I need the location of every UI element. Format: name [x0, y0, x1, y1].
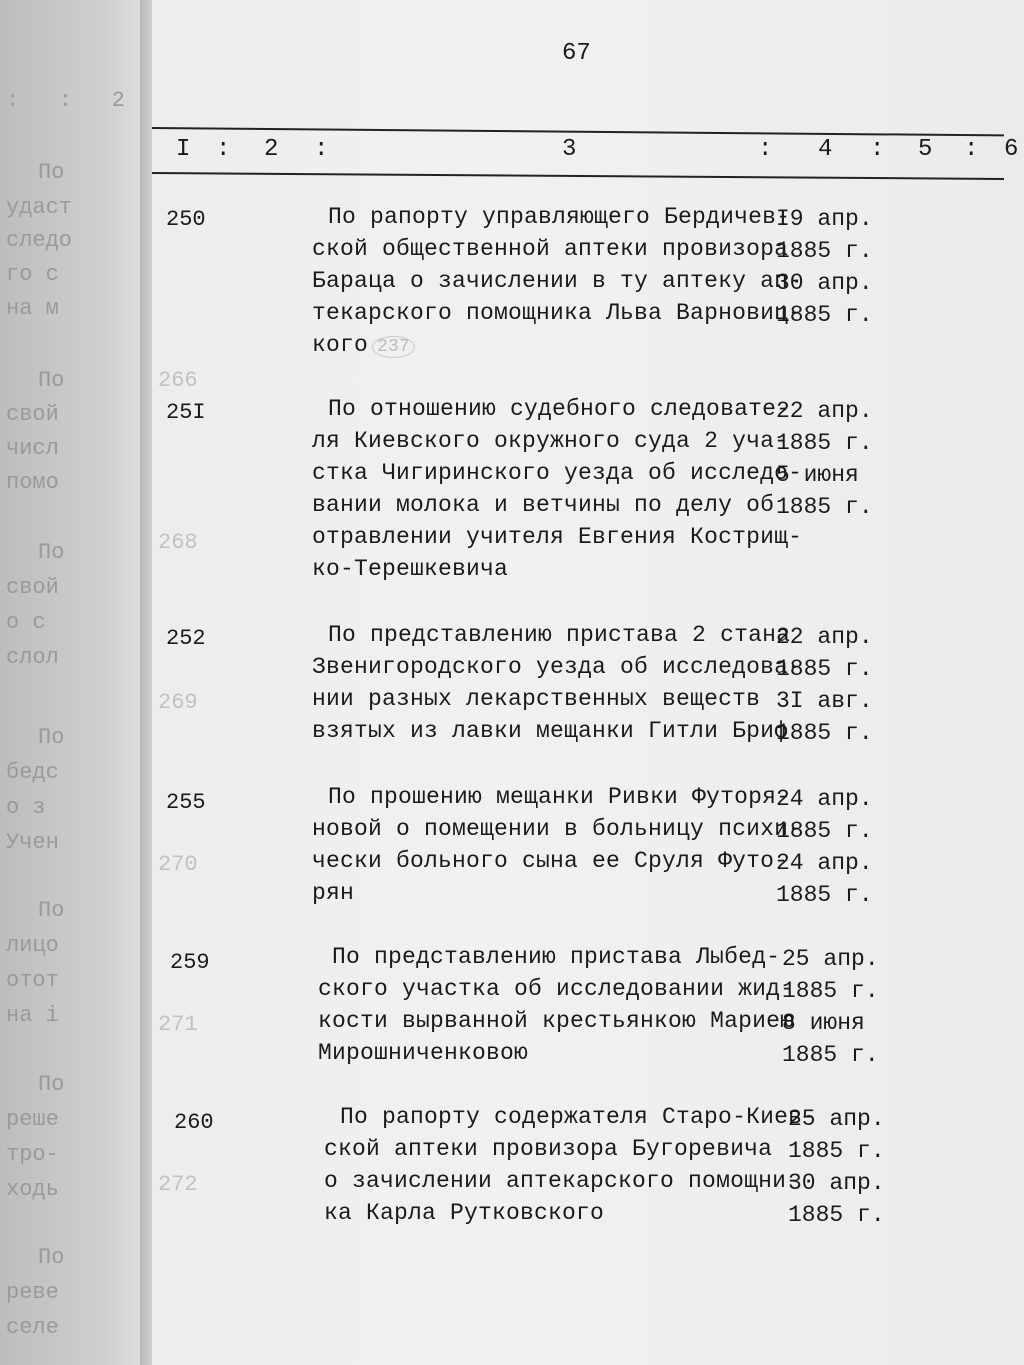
entry-text-line: о зачислении аптекарского помощни- [324, 1168, 801, 1194]
entry-date-received: 22 апр. [776, 398, 873, 424]
column-separator: : [216, 136, 231, 163]
entry-date-received: 25 апр. [788, 1106, 885, 1132]
column-header-6: 6 [1004, 136, 1019, 163]
left-page-bleed-text: бедс [6, 760, 59, 785]
entry-date-received-year: 1885 г. [776, 656, 873, 682]
entry-date-resolved-year: 1885 г. [776, 302, 873, 328]
entry-date-received-year: 1885 г. [776, 818, 873, 844]
entry-text-line: кости вырванной крестьянкою Мариею [318, 1008, 795, 1034]
entry-date-received-year: 1885 г. [782, 978, 879, 1004]
archive-stamp: 237 [372, 336, 415, 358]
entry-date-resolved-year: 1885 г. [776, 882, 873, 908]
left-page-bleed-text: По [38, 540, 65, 565]
entry-text-line: нии разных лекарственных веществ [312, 686, 761, 712]
column-header-1: I [176, 136, 191, 163]
left-page-bleed-text: По [38, 1245, 65, 1270]
entry-date-received: I9 апр. [776, 206, 873, 232]
left-page-bleed-text: свой [6, 402, 59, 427]
left-page-bleed-text: Учен [6, 830, 59, 855]
column-header-5: 5 [918, 136, 933, 163]
column-separator: : [870, 136, 885, 163]
left-page-bleed-text: о с [6, 610, 46, 635]
entry-date-resolved-year: 1885 г. [782, 1042, 879, 1068]
left-page-bleed-text: о з [6, 795, 46, 820]
entry-number: 252 [166, 626, 206, 651]
left-page-bleed-text: : : 2 [6, 88, 125, 113]
entry-text-line: текарского помощника Льва Варновиц- [312, 300, 803, 326]
entry-text-line [312, 332, 415, 358]
column-header-3: 3 [562, 136, 577, 163]
entry-text-fragment: кого [312, 332, 369, 358]
entry-number: 259 [170, 950, 210, 975]
entry-text-line: По прошению мещанки Ривки Футоря- [328, 784, 791, 810]
entry-date-received: 24 апр. [776, 786, 873, 812]
entry-date-received: 25 апр. [782, 946, 879, 972]
entry-text-line: ля Киевского окружного суда 2 уча- [312, 428, 789, 454]
left-page-bleed-text: слол [6, 645, 59, 670]
entry-date-received-year: 1885 г. [776, 238, 873, 264]
left-page-bleed-text: лицо [6, 933, 59, 958]
left-page-bleed-text: следо [6, 228, 73, 253]
left-page-bleed-text: По [38, 725, 65, 750]
left-page-bleed-text: реве [6, 1280, 59, 1305]
entry-text-line: По рапорту управляющего Бердичев- [328, 204, 791, 230]
entry-text-line: ского участка об исследовании жид- [318, 976, 795, 1002]
entry-text-line: Бараца о зачислении в ту аптеку ап- [312, 268, 803, 294]
bleed-through-text: 271 [158, 1012, 198, 1037]
entry-text-line: По представлению пристава 2 стана [328, 622, 791, 648]
entry-number: 25I [166, 400, 206, 425]
entry-date-resolved: 30 апр. [776, 270, 873, 296]
document-page [152, 0, 1024, 1365]
left-page-bleed-text: По [38, 898, 65, 923]
entry-text-line: отравлении учителя Евгения Кострищ- [312, 524, 803, 550]
entry-date-resolved: 30 апр. [788, 1170, 885, 1196]
page-number: 67 [562, 40, 591, 67]
bleed-through-text: 269 [158, 690, 198, 715]
left-page-bleed-text: на м [6, 296, 59, 321]
entry-number: 255 [166, 790, 206, 815]
entry-number: 260 [174, 1110, 214, 1135]
entry-text-line: новой о помещении в больницу психи- [312, 816, 803, 842]
left-page-bleed-text: свой [6, 575, 59, 600]
entry-date-resolved-year: 1885 г. [788, 1202, 885, 1228]
entry-text-line: ко-Терешкевича [312, 556, 509, 582]
entry-date-received-year: 1885 г. [788, 1138, 885, 1164]
entry-text-line: Звенигородского уезда об исследова- [312, 654, 803, 680]
bleed-through-text: 268 [158, 530, 198, 555]
left-page-bleed-text: го с [6, 262, 59, 287]
table-header-bottom-rule [152, 172, 1004, 180]
left-page-bleed-text: помо [6, 470, 59, 495]
column-separator: : [964, 136, 979, 163]
entry-date-resolved-year: 1885 г. [776, 494, 873, 520]
left-page-bleed-text: удаст [6, 195, 73, 220]
left-page-bleed-text: реше [6, 1107, 59, 1132]
left-page-bleed-text: По [38, 160, 65, 185]
left-page-bleed-text: тро- [6, 1142, 59, 1167]
left-page-bleed-text: ходь [6, 1177, 59, 1202]
entry-text-line: По отношению судебного следовате- [328, 396, 791, 422]
bleed-through-text: 272 [158, 1172, 198, 1197]
left-page-bleed-text: По [38, 368, 65, 393]
entry-text-line: вании молока и ветчины по делу об [312, 492, 775, 518]
entry-text-line: рян [312, 880, 355, 906]
entry-date-resolved: 24 апр. [776, 850, 873, 876]
entry-date-resolved: 8 июня [782, 1010, 865, 1036]
left-page-bleed-text: числ [6, 436, 59, 461]
entry-number: 250 [166, 207, 206, 232]
entry-text-line: стка Чигиринского уезда об исследо- [312, 460, 803, 486]
entry-text-line: ка Карла Рутковского [324, 1200, 605, 1226]
entry-text-line: По представлению пристава Лыбед- [332, 944, 781, 970]
entry-text-line: По рапорту содержателя Старо-Киев- [340, 1104, 817, 1130]
left-page-bleed-text: отот [6, 968, 59, 993]
entry-text-line: Мирошниченковою [318, 1040, 529, 1066]
column-separator: : [314, 136, 329, 163]
left-page-bleed-text: По [38, 1072, 65, 1097]
entry-date-resolved-year: 1885 г. [776, 720, 873, 746]
bleed-through-text: 266 [158, 368, 198, 393]
entry-date-resolved: 5 июня [776, 462, 859, 488]
column-header-4: 4 [818, 136, 833, 163]
left-page-bleed-text: селе [6, 1315, 59, 1340]
bleed-through-text: 270 [158, 852, 198, 877]
entry-text-line: ской аптеки провизора Бугоревича [324, 1136, 773, 1162]
column-header-2: 2 [264, 136, 279, 163]
entry-text-line: чески больного сына ее Сруля Футо- [312, 848, 789, 874]
entry-date-received-year: 1885 г. [776, 430, 873, 456]
entry-text-line: взятых из лавки мещанки Гитли Бриф [312, 718, 789, 744]
entry-date-received: 22 апр. [776, 624, 873, 650]
entry-date-resolved: 3I авг. [776, 688, 873, 714]
left-facing-page [0, 0, 150, 1365]
left-page-bleed-text: на і [6, 1003, 59, 1028]
entry-text-line: ской общественной аптеки провизора [312, 236, 789, 262]
column-separator: : [758, 136, 773, 163]
